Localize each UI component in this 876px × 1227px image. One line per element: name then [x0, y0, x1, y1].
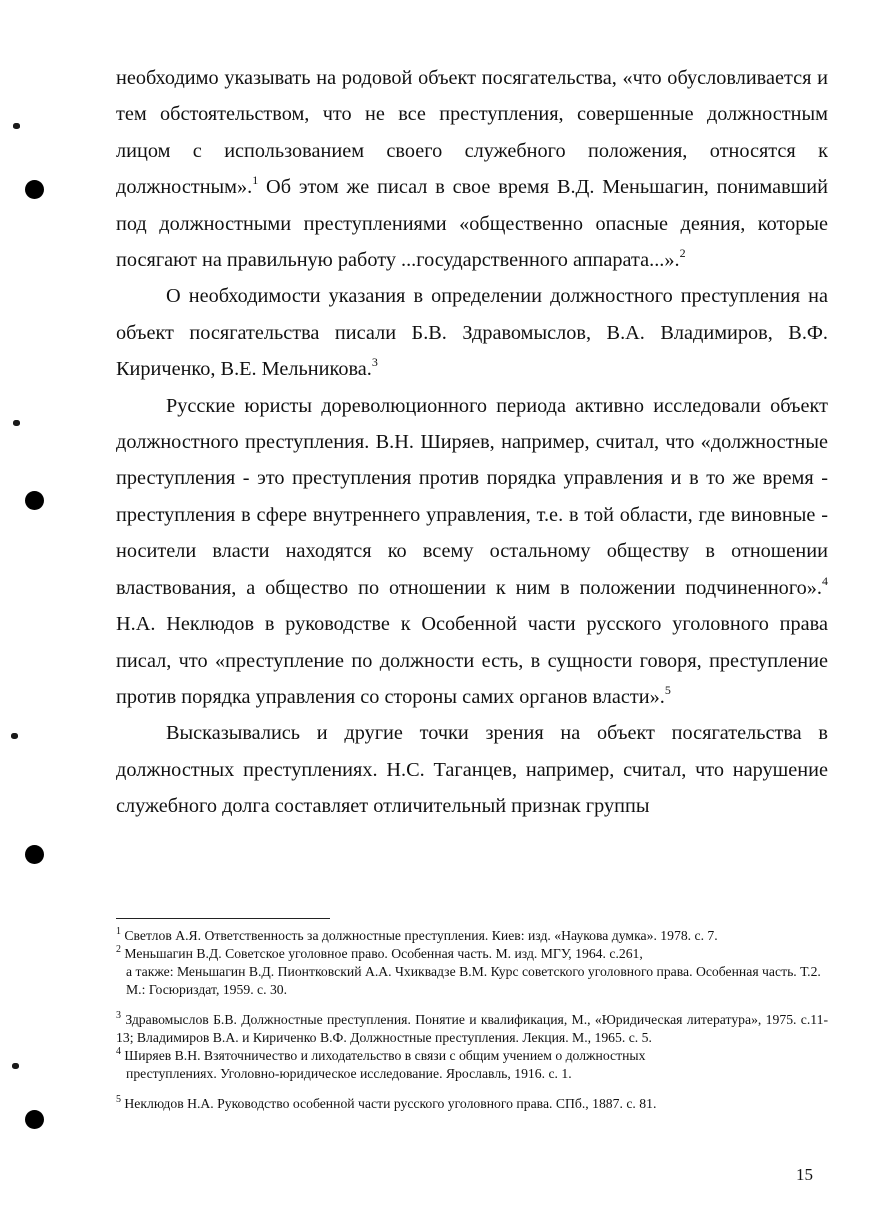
binder-hole-icon: [25, 491, 44, 510]
footnote-separator: [116, 918, 330, 919]
main-text: [116, 60, 828, 825]
binder-hole-icon: [25, 845, 44, 864]
footnote-text: Ширяев В.Н. Взяточничество и лиходательство в связи с общим учением о должностных: [124, 1048, 646, 1063]
text-segment: Высказывались и другие точки зрения на объект посягательства в должностных преступлениях. Н.С. Таганцев, например, считал, что нарушение служебного долга составляет отличительный признак группы: [116, 722, 828, 818]
scan-speck-icon: [13, 123, 20, 129]
footnote-2: [116, 945, 828, 999]
scan-speck-icon: [12, 1063, 19, 1069]
page-number: 15: [796, 1165, 813, 1184]
footnote-text: Неклюдов Н.А. Руководство особенной части русского уголовного права. СПб., 1887. с. 81.: [124, 1096, 657, 1111]
paragraph-2: [116, 278, 828, 387]
binder-hole-icon: [25, 180, 44, 199]
footnote-1: [116, 927, 828, 945]
footnote-text-continued: а также: Меньшагин В.Д. Пионтковский А.А. Чхиквадзе В.М. Курс советского уголовного права. Особенная часть. Т.2. М.: Госюриздат, 1959. с. 30.: [126, 964, 821, 997]
footnote-5: [116, 1095, 828, 1113]
footnote-text-continued: преступлениях. Уголовно-юридическое исследование. Ярославль, 1916. с. 1.: [126, 1066, 572, 1081]
footnote-number: 3: [116, 1010, 121, 1021]
text-segment: О необходимости указания в определении должностного преступления на объект посягательства писали Б.В. Здравомыслов, В.А. Владимиров, В.Ф. Кириченко, В.Е. Мельникова.: [116, 285, 828, 381]
scan-speck-icon: [13, 420, 20, 426]
paragraph-4: [116, 715, 828, 824]
text-segment: Н.А. Неклюдов в руководстве к Особенной части русского уголовного права писал, что «преступление по должности есть, в сущности говоря, преступление против порядка управления со стороны самих органов власти».: [116, 613, 828, 708]
footnote-ref-5: 5: [664, 682, 671, 697]
footnote-text: Светлов А.Я. Ответственность за должностные преступления. Киев: изд. «Наукова думка». 1978. с. 7.: [124, 928, 718, 943]
scan-speck-icon: [11, 733, 18, 739]
footnote-text: Меньшагин В.Д. Советское уголовное право. Особенная часть. М. изд. МГУ, 1964. с.261,: [124, 946, 643, 961]
footnote-number: 5: [116, 1094, 121, 1105]
footnote-ref-2: 2: [679, 246, 686, 261]
paragraph-1: [116, 60, 828, 278]
footnote-ref-1: 1: [252, 173, 259, 188]
footnote-number: 2: [116, 944, 121, 955]
footnote-text: Здравомыслов Б.В. Должностные преступления. Понятие и квалификация, М., «Юридическая литература», 1975. с.11-13; Владимиров В.А. и Кириченко В.Ф. Должностные преступления. Лекция. М., 1965. с. 5.: [116, 1012, 829, 1045]
footnote-ref-3: 3: [371, 355, 378, 370]
footnotes: [116, 927, 828, 1113]
footnote-ref-4: 4: [822, 573, 828, 588]
footnote-4: [116, 1047, 828, 1083]
footnote-number: 4: [116, 1046, 121, 1057]
footnote-3: [116, 1011, 828, 1047]
footnote-number: 1: [116, 926, 121, 937]
paragraph-3: [116, 388, 828, 716]
binder-hole-icon: [25, 1110, 44, 1129]
text-segment: Об этом же писал в свое время В.Д. Меньшагин, понимавший под должностными преступлениями «общественно опасные деяния, которые посягают на правильную работу ...государственного аппарата...».: [116, 176, 828, 272]
text-segment: необходимо указывать на родовой объект посягательства, «что обусловливается и тем обстоятельством, что не все преступления, совершенные должностным лицом с использованием своего служебного положения, относятся к должностным».: [116, 67, 828, 199]
text-segment: Русские юристы дореволюционного периода активно исследовали объект должностного преступления. В.Н. Ширяев, например, считал, что «должностные преступления - это преступления против порядка управления и в то же время - преступления в сфере внутреннего управления, т.е. в той области, где виновные - носители власти находятся ко всему остальному обществу в отношении властвования, а общество по отношении к ним в положении подчиненного».: [116, 394, 828, 599]
